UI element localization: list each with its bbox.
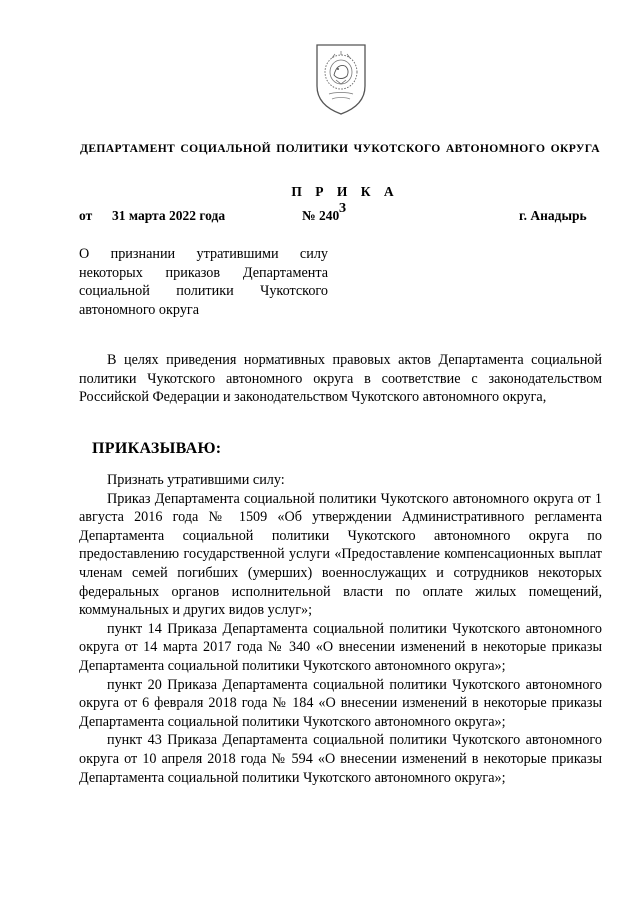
order-date: 31 марта 2022 года bbox=[112, 208, 226, 223]
preamble-paragraph: В целях приведения нормативных правовых актов Департамента социальной политики Чукотского автономного округа в соответствие с законодательством Российской Федерации и законодательством Чукотского автономного округа, bbox=[79, 352, 602, 406]
order-place: г. Анадырь bbox=[519, 208, 587, 223]
date-prefix: от bbox=[79, 208, 93, 223]
department-name: ДЕПАРТАМЕНТ СОЦИАЛЬНОЙ ПОЛИТИКИ ЧУКОТСКОГО АВТОНОМНОГО ОКРУГА bbox=[80, 142, 600, 155]
body-paragraph: пункт 20 Приказа Департамента социальной политики Чукотского автономного округа от 6 февраля 2018 года № 184 «О внесении изменений в некоторые приказы Департамента социальной политики Чукотского автономного округа»; bbox=[79, 676, 602, 730]
chukotka-coat-of-arms-icon bbox=[314, 42, 368, 116]
order-number: № 240 bbox=[302, 208, 340, 223]
body-paragraph: Признать утратившими силу: bbox=[107, 472, 285, 488]
document-title: П Р И К А З bbox=[291, 184, 399, 215]
body-paragraph: Приказ Департамента социальной политики Чукотского автономного округа от 1 августа 2016 года № 1509 «Об утверждении Административного регламента Департамента социальной политики Чукотского автономного округа по предоставлению государственной услуги «Предоставление компенсационных выплат членам семей погибших (умерших) военнослужащих и сотрудников некоторых федеральных органов исполнительной власти по оплате жилых помещений, коммунальных и других видов услуг»; bbox=[79, 490, 602, 619]
order-subject: О признании утратившими силу некоторых приказов Департамента социальной политики Чукотского автономного округа bbox=[79, 246, 328, 318]
orders-heading: ПРИКАЗЫВАЮ: bbox=[92, 440, 222, 457]
order-body bbox=[79, 471, 602, 787]
body-paragraph: пункт 14 Приказа Департамента социальной политики Чукотского автономного округа от 14 марта 2017 года № 340 «О внесении изменений в некоторые приказы Департамента социальной политики Чукотского автономного округа»; bbox=[79, 620, 602, 674]
body-paragraph: пункт 43 Приказа Департамента социальной политики Чукотского автономного округа от 10 апреля 2018 года № 594 «О внесении изменений в некоторые приказы Департамента социальной политики Чукотского автономного округа»; bbox=[79, 732, 602, 786]
